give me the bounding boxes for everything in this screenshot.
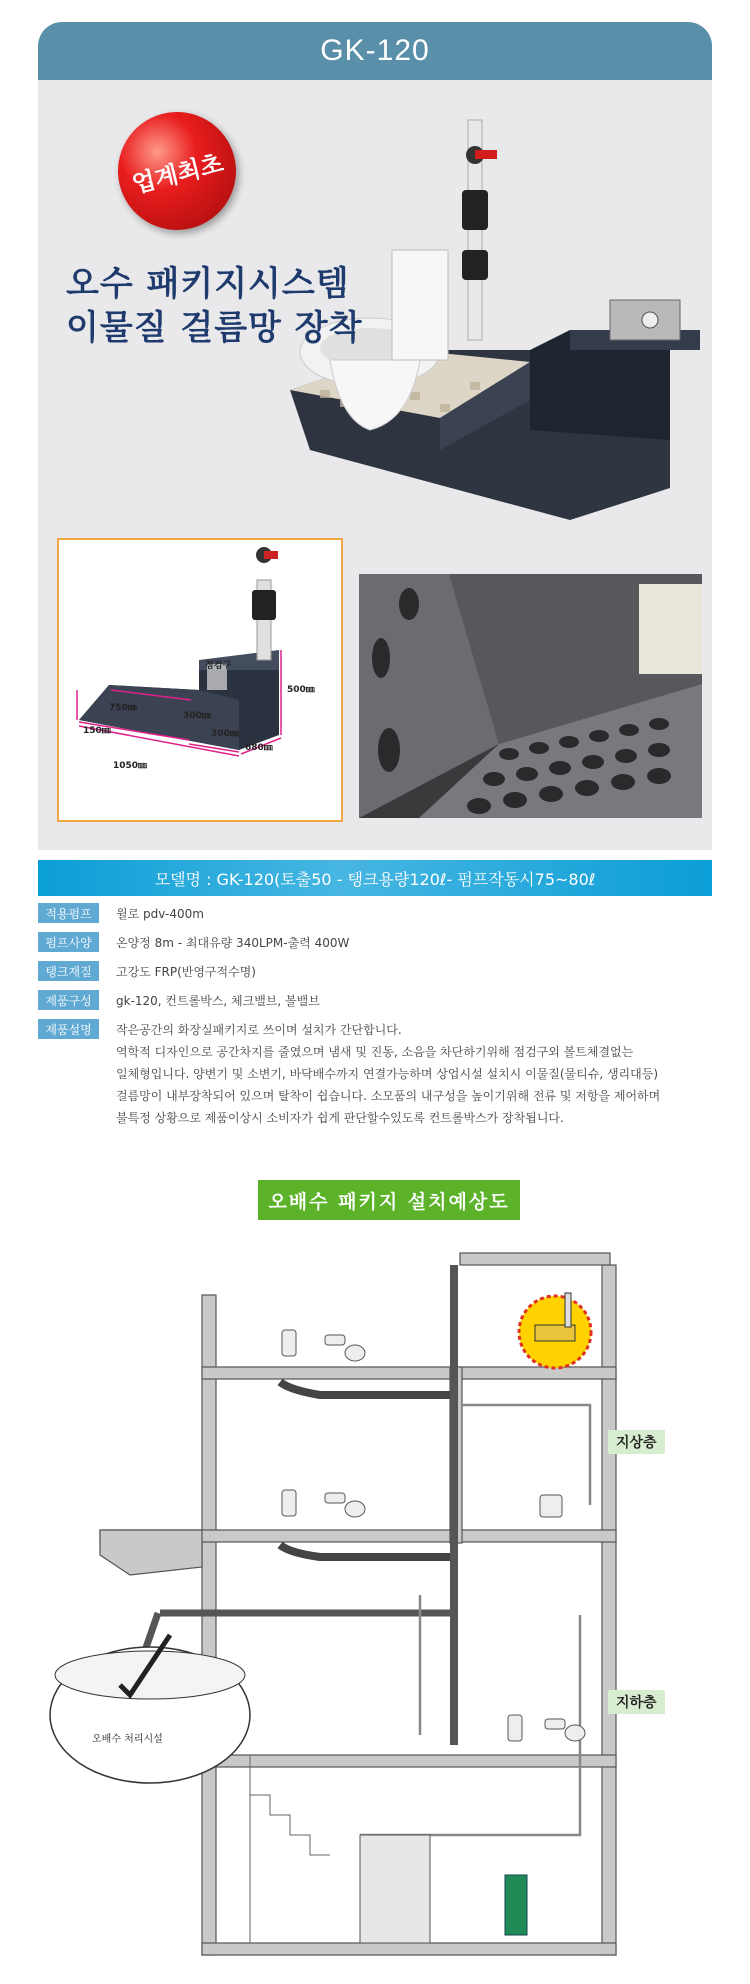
dim-150: 150㎜ bbox=[83, 726, 111, 736]
spec-label: 탱크재질 bbox=[38, 961, 99, 981]
spec-row-tank-material bbox=[38, 960, 256, 982]
description-line: 걸름망이 내부장착되어 있으며 탈착이 쉽습니다. 소모품의 내구성을 높이기위해 전류 및 저항을 제어하며 bbox=[116, 1089, 661, 1103]
spec-value: 고강도 FRP(반영구적수명) bbox=[116, 964, 256, 979]
badge-text: 업계최초 bbox=[129, 148, 226, 199]
spec-value: 온양정 8m - 최대유량 340LPM-출력 400W bbox=[116, 935, 350, 950]
dimension-image-frame bbox=[57, 538, 343, 822]
spec-label: 제품구성 bbox=[38, 990, 99, 1010]
installation-diagram bbox=[20, 1235, 720, 1980]
dim-500: 500㎜ bbox=[287, 685, 315, 695]
hero-headline bbox=[66, 262, 362, 350]
above-ground-floor-label: 지상층 bbox=[608, 1430, 665, 1454]
spec-value: gk-120, 컨트롤박스, 체크밸브, 볼밸브 bbox=[116, 993, 320, 1008]
description-line: 역학적 디자인으로 공간차지를 줄였으며 냄새 및 진동, 소음을 차단하기위해 점검구외 볼트체결없는 bbox=[116, 1045, 634, 1059]
model-spec-bar bbox=[38, 860, 712, 896]
dimension-drawing bbox=[59, 540, 341, 820]
spec-row-pump-spec bbox=[38, 931, 349, 953]
spec-label: 펌프사양 bbox=[38, 932, 99, 952]
hero-title-line1: 오수 패키지시스템 bbox=[66, 264, 350, 304]
treatment-facility-label: 오배수 처리시설 bbox=[92, 1734, 163, 1745]
spec-row-description bbox=[38, 1018, 402, 1040]
dim-750: 750㎜ bbox=[109, 703, 137, 713]
diagram-title-text: 오배수 패키지 설치예상도 bbox=[268, 1190, 510, 1213]
spec-label: 제품설명 bbox=[38, 1019, 99, 1039]
installation-diagram-title bbox=[258, 1180, 520, 1220]
hero-title-line2: 이물질 걸름망 장착 bbox=[66, 308, 363, 348]
model-spec-text: 모델명 : GK-120(토출50 - 탱크용량120ℓ- 펌프작동시75~80ℓ bbox=[154, 869, 596, 889]
spec-value: 윌로 pdv-400m bbox=[116, 906, 204, 921]
description-line: 불특정 상황으로 제품이상시 소비자가 쉽게 판단할수있도록 컨트롤박스가 장착됩니다. bbox=[116, 1111, 564, 1125]
dim-inspection: 점검구 bbox=[205, 661, 232, 671]
dim-1050: 1050㎜ bbox=[113, 761, 148, 771]
spec-row-pump bbox=[38, 902, 204, 924]
basement-floor-label: 지하층 bbox=[608, 1690, 665, 1714]
product-title: GK-120 bbox=[320, 34, 430, 67]
spec-label: 적용펌프 bbox=[38, 903, 99, 923]
product-description bbox=[116, 1041, 706, 1129]
description-line: 일체형입니다. 양변기 및 소변기, 바닥배수까지 연결가능하며 상업시설 설치시 이물질(물티슈, 생리대등) bbox=[116, 1067, 659, 1081]
product-title-bar bbox=[38, 22, 712, 80]
spec-row-components bbox=[38, 989, 320, 1011]
dim-680: 680㎜ bbox=[245, 743, 273, 753]
tank-interior-photo bbox=[359, 574, 702, 818]
strainer-illustration bbox=[359, 574, 702, 818]
dim-300a: 300㎜ bbox=[183, 711, 211, 721]
dim-300b: 300㎜ bbox=[211, 729, 239, 739]
spec-value: 작은공간의 화장실패키지로 쓰이며 설치가 간단합니다. bbox=[116, 1022, 402, 1037]
